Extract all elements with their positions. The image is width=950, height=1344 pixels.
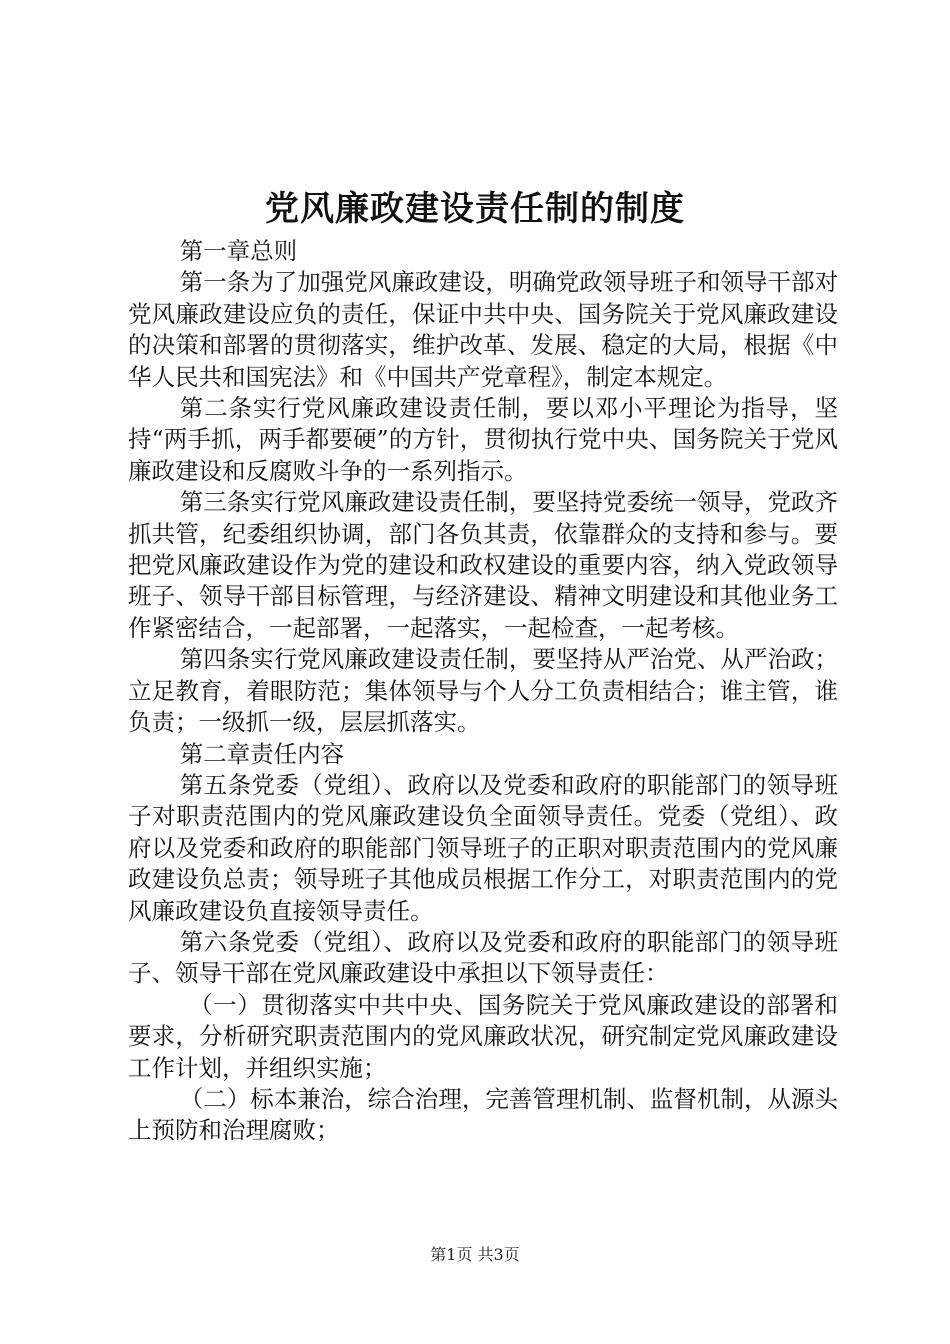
page-number-footer: 第1页 共3页 [430,1245,520,1264]
document-title: 党风廉政建设责任制的制度 [265,189,685,229]
list-item: （一）贯彻落实中共中央、国务院关于党风廉政建设的部署和要求，分析研究职责范围内的党风廉政状况，研究制定党风廉政建设工作计划，并组织实施； [128,990,838,1082]
article-paragraph: 第五条党委（党组）、政府以及党委和政府的职能部门的领导班子对职责范围内的党风廉政建设负全面领导责任。党委（党组）、政府以及党委和政府的职能部门领导班子的正职对职责范围内的党风廉政建设负总责；领导班子其他成员根据工作分工，对职责范围内的党风廉政建设负直接领导责任。 [128,770,838,925]
chapter-heading: 第二章责任内容 [179,739,345,768]
article-paragraph: 第二条实行党风廉政建设责任制，要以邓小平理论为指导，坚持“两手抓，两手都要硬”的方针，贯彻执行党中央、国务院关于党风廉政建设和反腐败斗争的一系列指示。 [128,394,838,485]
chapter-heading: 第一章总则 [179,237,298,265]
article-paragraph: 第三条实行党风廉政建设责任制，要坚持党委统一领导，党政齐抓共管，纪委组织协调，部门各负其责，依靠群众的支持和参与。要把党风廉政建设作为党的建设和政权建设的重要内容，纳入党政领导班子、领导干部目标管理，与经济建设、精神文明建设和其他业务工作紧密结合，一起部署，一起落实，一起检查，一起考核。 [128,488,838,642]
article-paragraph: 第一条为了加强党风廉政建设，明确党政领导班子和领导干部对党风廉政建设应负的责任，保证中共中央、国务院关于党风廉政建设的决策和部署的贯彻落实，维护改革、发展、稳定的大局，根据《中华人民共和国宪法》和《中国共产党章程》，制定本规定。 [128,268,838,391]
document-body [128,236,838,1147]
list-item: （二）标本兼治，综合治理，完善管理机制、监督机制，从源头上预防和治理腐败； [128,1084,838,1145]
article-paragraph: 第六条党委（党组）、政府以及党委和政府的职能部门的领导班子、领导干部在党风廉政建设中承担以下领导责任： [128,927,838,988]
article-paragraph: 第四条实行党风廉政建设责任制，要坚持从严治党、从严治政；立足教育，着眼防范；集体领导与个人分工负责相结合；谁主管，谁负责；一级抓一级，层层抓落实。 [128,645,838,737]
